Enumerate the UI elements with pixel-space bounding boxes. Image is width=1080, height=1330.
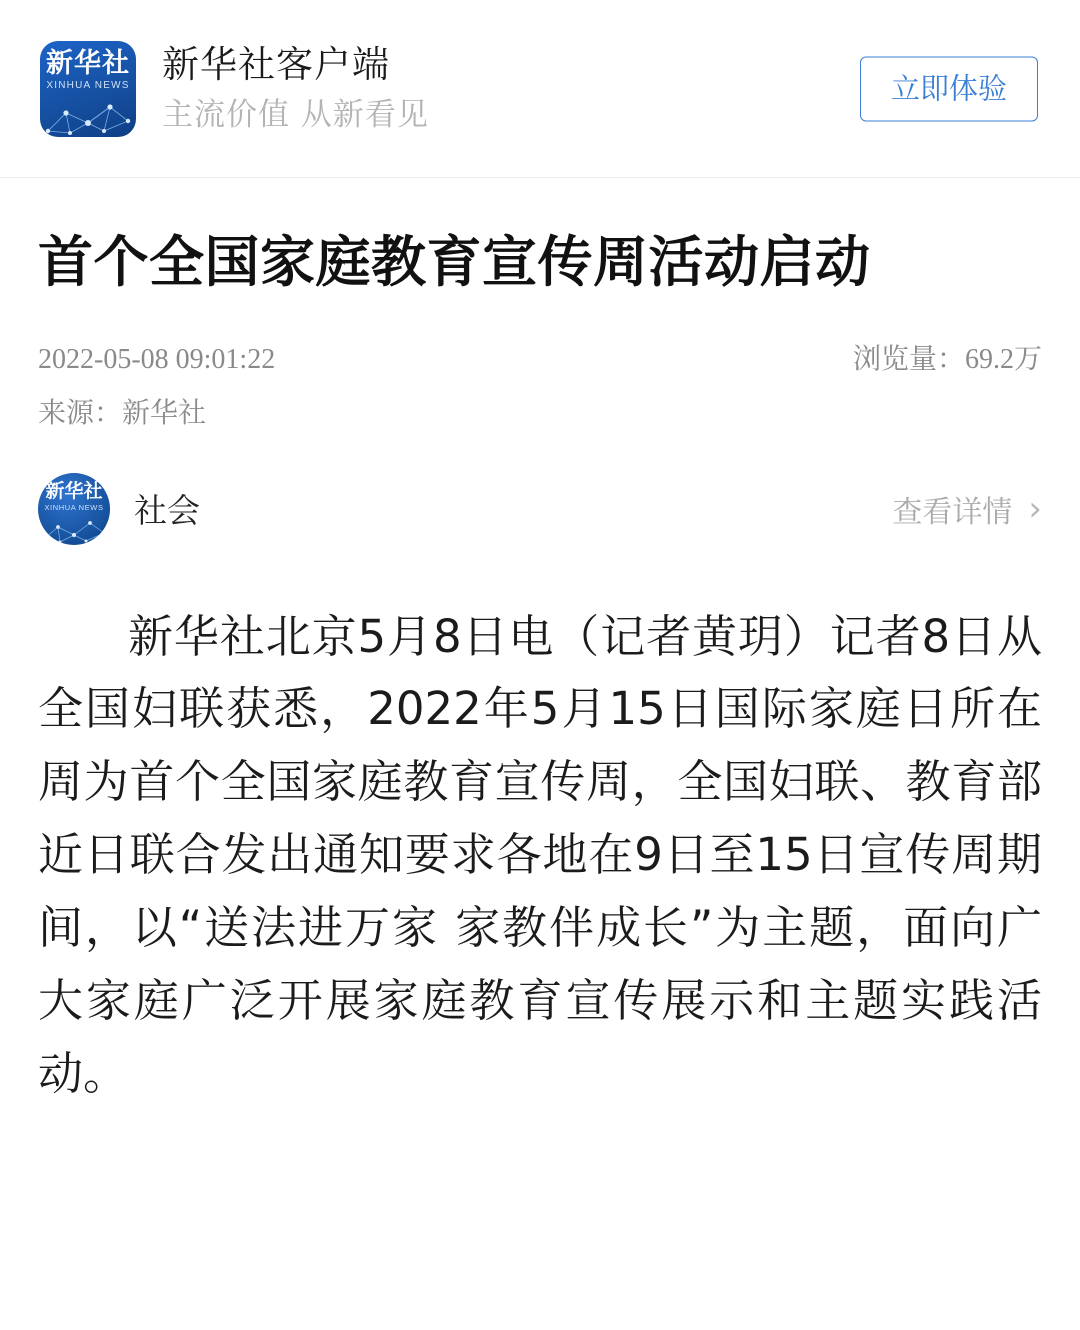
article-container <box>0 226 1080 1111</box>
avatar-network-graphic <box>38 513 110 545</box>
article-date: 2022-05-08 09:01:22 <box>38 343 276 375</box>
view-detail-label: 查看详情 <box>892 494 1013 530</box>
view-detail-link[interactable] <box>892 487 1042 531</box>
app-name-block <box>162 43 429 135</box>
app-promo-bar <box>0 0 1080 178</box>
logo-network-graphic <box>40 91 136 137</box>
article-headline: 首个全国家庭教育宣传周活动启动 <box>38 230 871 294</box>
app-title: 新华社客户端 <box>162 42 390 86</box>
try-now-button[interactable]: 立即体验 <box>860 56 1038 121</box>
logo-chinese-text: 新华社 <box>46 47 130 79</box>
article-meta-row <box>38 337 1042 377</box>
chevron-right-icon: › <box>1028 488 1042 529</box>
article-view-count: 浏览量：69.2万 <box>852 343 1042 375</box>
article-body-paragraph: 新华社北京5月8日电（记者黄玥）记者8日从全国妇联获悉，2022年5月15日国际家庭日所在周为首个全国家庭教育宣传周，全国妇联、教育部近日联合发出通知要求各地在9日至15日宣传周期间，以“送法进万家 家教伴成长”为主题，面向广大家庭广泛开展家庭教育宣传展示和主题实践活动。 <box>38 609 1042 1100</box>
article-source: 来源：新华社 <box>38 397 207 429</box>
publisher-account-name: 社会 <box>134 491 200 531</box>
avatar-english-text: XINHUA NEWS <box>44 502 104 512</box>
app-slogan: 主流价值 从新看见 <box>162 97 429 134</box>
logo-english-text: XINHUA NEWS <box>46 79 130 91</box>
xinhua-news-avatar-icon <box>38 473 110 545</box>
xinhua-news-logo-icon <box>40 41 136 137</box>
avatar-chinese-text: 新华社 <box>45 479 103 502</box>
publisher-account-row[interactable] <box>38 473 1042 545</box>
